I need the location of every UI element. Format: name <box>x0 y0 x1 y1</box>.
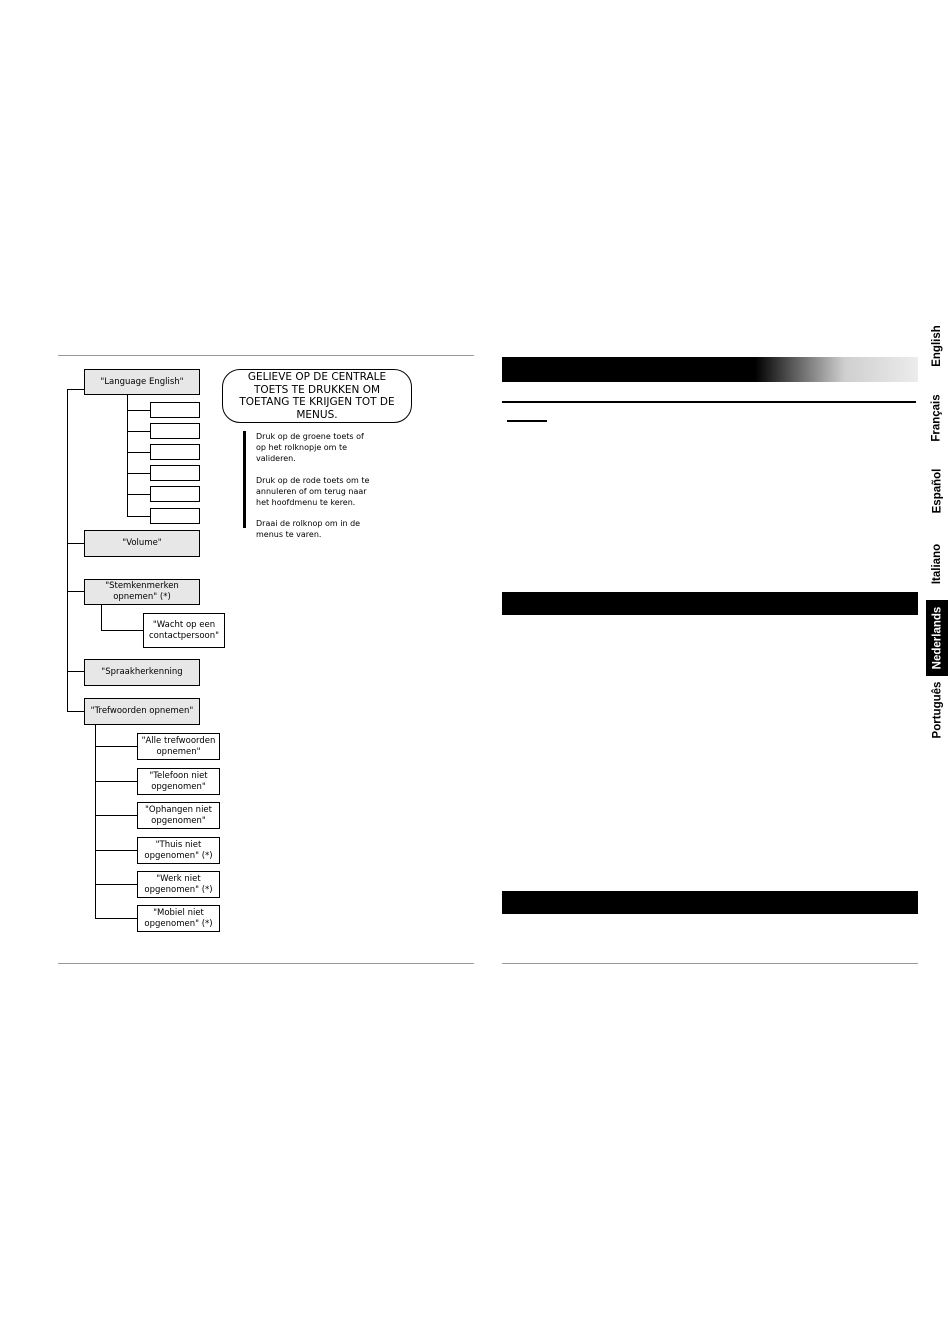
top-rule-left <box>58 355 474 356</box>
bottom-rule-left <box>58 963 474 964</box>
section-bar <box>502 592 918 615</box>
lang-tab-label: Español <box>931 468 944 514</box>
language-option-box <box>150 402 200 418</box>
language-option-box <box>150 465 200 481</box>
branch-line <box>101 630 143 631</box>
stemkenmerken-sub-line <box>101 605 102 631</box>
menu-language-english: "Language English" <box>84 369 200 395</box>
branch-line <box>95 850 137 851</box>
lang-tab-label: Italiano <box>931 543 944 585</box>
language-option-box <box>150 423 200 439</box>
submenu-alle-trefwoorden: "Alle trefwoorden opnemen" <box>137 733 220 760</box>
lang-tab-label: English <box>931 325 943 367</box>
heading-underline <box>507 420 547 422</box>
lang-tab-label: Nederlands <box>931 606 944 670</box>
language-sub-line <box>127 395 128 516</box>
lang-tab-nederlands[interactable] <box>926 600 948 676</box>
submenu-werk-niet-opgenomen: "Werk niet opgenomen" (*) <box>137 871 220 898</box>
branch-line <box>67 711 84 712</box>
branch-line <box>127 452 150 453</box>
branch-line <box>67 591 84 592</box>
submenu-telefoon-niet-opgenomen: "Telefoon niet opgenomen" <box>137 768 220 795</box>
branch-line <box>127 410 150 411</box>
section-header-gradient <box>755 357 918 382</box>
submenu-ophangen-niet-opgenomen: "Ophangen niet opgenomen" <box>137 802 220 829</box>
central-key-callout: GELIEVE OP DE CENTRALE TOETS TE DRUKKEN OM TOETANG TE KRIJGEN TOT DE MENUS. <box>222 369 412 423</box>
instruction-cancel: Druk op de rode toets om te annuleren of om terug naar het hoofdmenu te keren. <box>256 476 370 507</box>
lang-tab-english[interactable] <box>926 320 948 372</box>
submenu-wacht-op-een-contactpersoon: "Wacht op een contactpersoon" <box>143 613 225 648</box>
branch-line <box>127 494 150 495</box>
lang-tab-espanol[interactable] <box>926 463 948 519</box>
menu-volume: "Volume" <box>84 530 200 557</box>
language-option-box <box>150 444 200 460</box>
trefwoorden-sub-line <box>95 725 96 919</box>
language-option-box <box>150 508 200 524</box>
language-option-box <box>150 486 200 502</box>
lang-tab-italiano[interactable] <box>926 538 948 590</box>
tree-trunk-line <box>67 389 68 712</box>
branch-line <box>127 516 150 517</box>
menu-trefwoorden-opnemen: "Trefwoorden opnemen" <box>84 698 200 725</box>
branch-line <box>95 781 137 782</box>
branch-line <box>127 431 150 432</box>
branch-line <box>95 746 137 747</box>
submenu-thuis-niet-opgenomen: "Thuis niet opgenomen" (*) <box>137 837 220 864</box>
lang-tab-label: Português <box>931 681 943 739</box>
instruction-bar <box>243 431 246 528</box>
bottom-rule-right <box>502 963 918 964</box>
branch-line <box>67 389 84 390</box>
branch-line <box>67 543 84 544</box>
section-rule <box>502 401 916 403</box>
branch-line <box>95 815 137 816</box>
lang-tab-portugues[interactable] <box>926 676 948 744</box>
menu-stemkenmerken-opnemen: "Stemkenmerken opnemen" (*) <box>84 579 200 605</box>
lang-tab-francais[interactable] <box>926 388 948 448</box>
branch-line <box>95 918 137 919</box>
submenu-mobiel-niet-opgenomen: "Mobiel niet opgenomen" (*) <box>137 905 220 932</box>
branch-line <box>127 473 150 474</box>
menu-spraakherkenning: "Spraakherkenning <box>84 659 200 686</box>
instruction-validate: Druk op de groene toets of op het rolknopje om te valideren. <box>256 432 364 463</box>
branch-line <box>95 884 137 885</box>
branch-line <box>67 671 84 672</box>
lang-tab-label: Français <box>931 394 943 442</box>
instruction-scroll: Draai de rolknop om in de menus te varen. <box>256 519 361 539</box>
section-bar <box>502 891 918 914</box>
